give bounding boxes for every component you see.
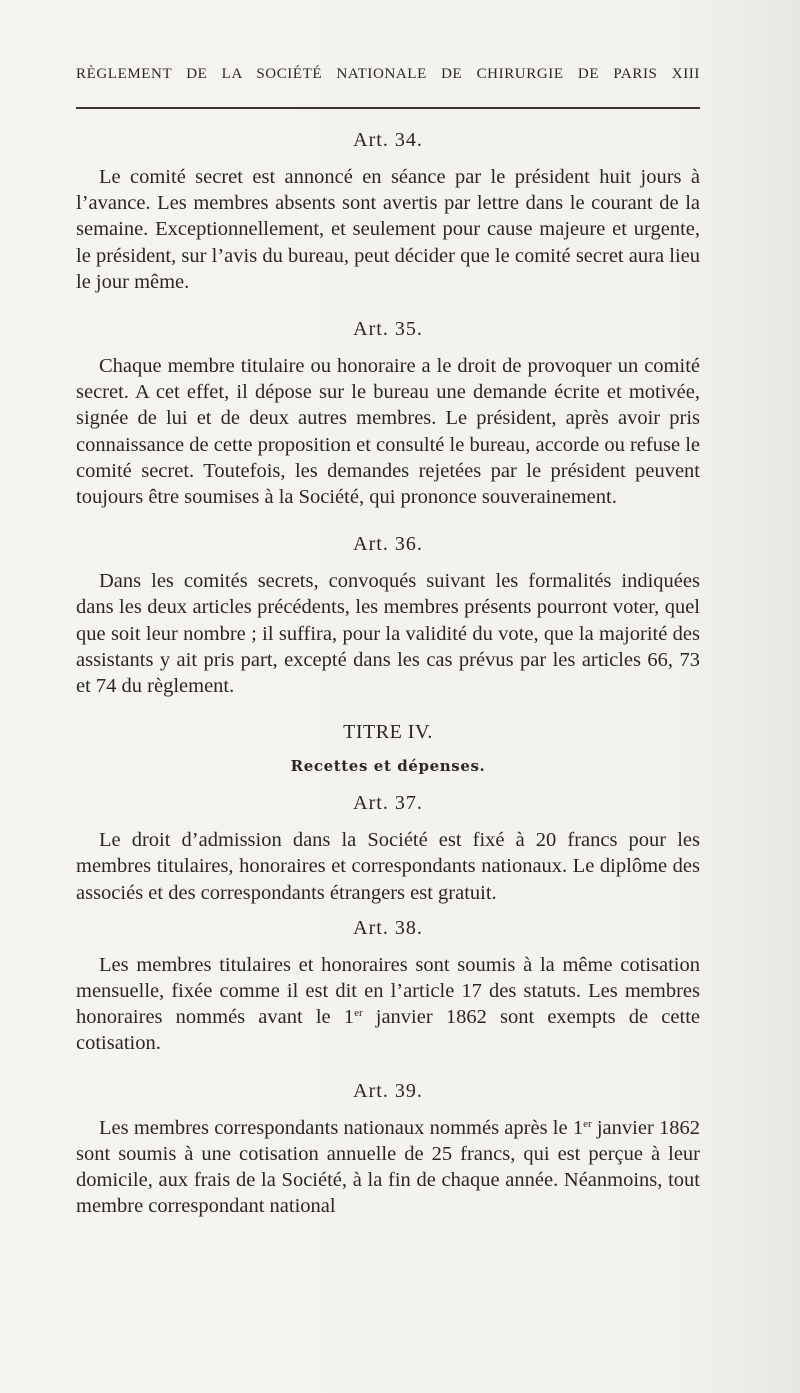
article-paragraph: Les membres titulaires et honoraires sont soumis à la même cotisation mensuelle, fixée comme il est dit en l’article 17 des statuts. Les membres honoraires nommés avant le 1er janvier 1862 sont exempts de cette cotisation. [76,953,700,1055]
article-paragraph: Dans les comités secrets, convoqués suivant les formalités indiquées dans les deux articles précédents, les membres présents pourront voter, quel que soit leur nombre ; il suffira, pour la validité du vote, que la majorité des assistants y ait pris part, excepté dans les cas prévus par les articles 66, 73 et 74 du règlement. [76,570,700,698]
superscript: er [354,1007,363,1020]
article-paragraph: Le droit d’admission dans la Société est fixé à 20 francs pour les membres titulaires, honoraires et correspondants nationaux. Le diplôme des associés et des correspondants étrangers est gratuit. [76,829,700,904]
article-heading: Art. 36. [353,533,423,556]
article-paragraph: Chaque membre titulaire ou honoraire a le droit de provoquer un comité secret. A cet effet, il dépose sur le bureau une demande écrite et motivée, signée de lui et de deux autres membres. Le président, après avoir pris connaissance de cette proposition et consulté le bureau, accorde ou refuse le comité secret. Toutefois, les demandes rejetées par le président peuvent toujours être soumises à la Société, qui prononce souverainement. [76,355,700,509]
article-paragraph: Les membres correspondants nationaux nommés après le 1er janvier 1862 sont soumis à une cotisation annuelle de 25 francs, qui est perçue à leur domicile, aux frais de la Société, à la fin de chaque année. Néanmoins, tout membre correspondant national [76,1116,701,1218]
article-34 [76,126,700,295]
article-heading: Art. 39. [353,1079,423,1102]
article-heading: Art. 35. [353,318,423,341]
article-39 [76,1077,700,1220]
article-37 [76,789,700,906]
article-heading: Art. 37. [353,792,423,815]
running-head: RÈGLEMENT DE LA SOCIÉTÉ NATIONALE DE CHIRURGIE DE PARIS XIII [76,66,700,82]
superscript: er [583,1117,592,1130]
article-36 [76,530,700,699]
header-rule [76,107,700,109]
article-38 [76,914,700,1057]
article-heading: Art. 38. [353,916,423,939]
titre-heading: TITRE IV. [343,721,433,744]
article-heading: Art. 34. [353,129,423,151]
page-body [76,126,700,1219]
titre-subheading: Recettes et dépenses. [290,757,486,776]
article-paragraph: Le comité secret est annoncé en séance par le président huit jours à l’avance. Les membres absents sont avertis par lettre dans le courant de la semaine. Exceptionnellement, et seulement pour cause majeure et urgente, le président, sur l’avis du bureau, peut décider que le comité secret aura lieu le jour même. [76,166,700,293]
article-35 [76,315,700,510]
